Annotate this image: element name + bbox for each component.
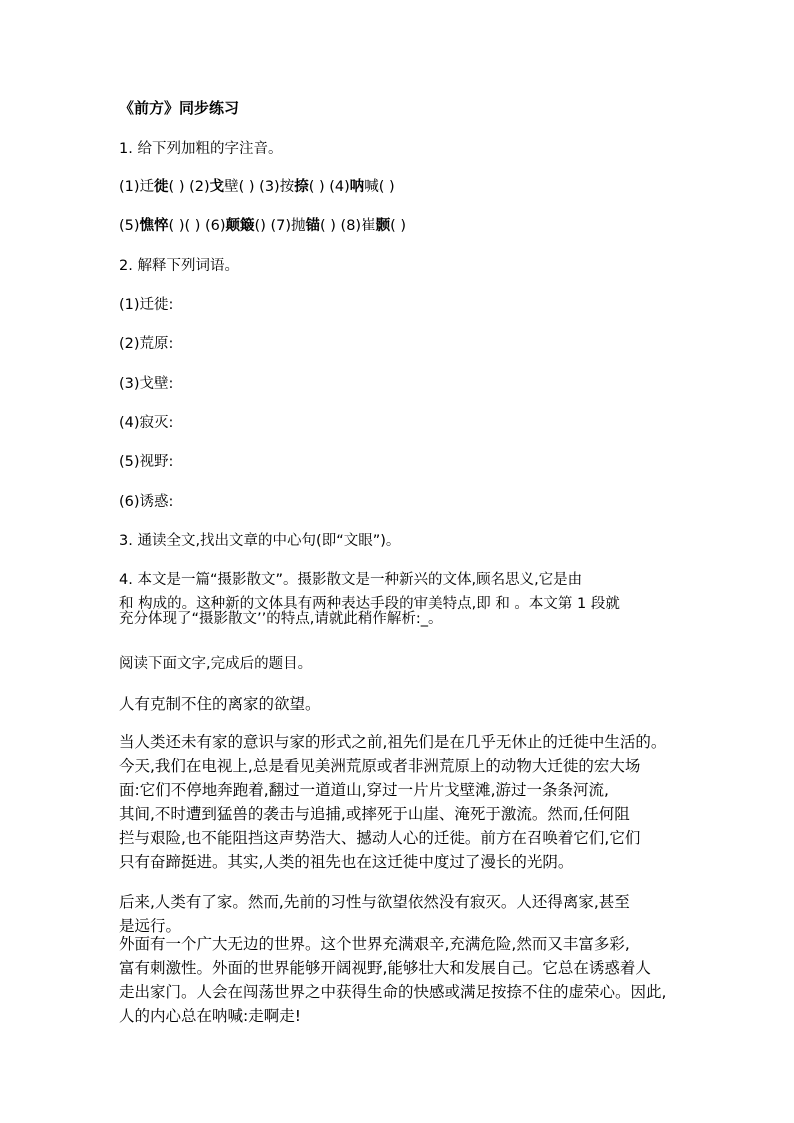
q1-bold-char: 锚 <box>305 218 321 234</box>
paragraph-line: 拦与艰险,也不能阻挡这声势浩大、撼动人心的迁徙。前方在召唤着它们,它们 <box>119 829 641 847</box>
q1-text: (1)迁 <box>119 179 155 195</box>
q1-bold-char: 呐 <box>349 179 365 195</box>
paragraph-line: 是远行。 <box>119 917 182 935</box>
paragraph-line: 当人类还未有家的意识与家的形式之前,祖先们是在几乎无休止的迁徙中生活的。 <box>119 733 667 751</box>
q1-bold-char: 颢 <box>375 218 391 234</box>
reading-intro: 阅读下面文字,完成后的题目。 <box>119 656 313 672</box>
question-2-heading: 2. 解释下列词语。 <box>119 258 239 274</box>
paragraph-line: 后来,人类有了家。然而,先前的习性与欲望依然没有寂灭。人还得离家,甚至 <box>119 893 630 911</box>
term-item: (1)迁徙: <box>119 297 174 313</box>
q1-bold-char: 戈 <box>209 179 225 195</box>
paragraph-line: 人的内心总在呐喊:走啊走! <box>119 1007 301 1025</box>
q1-text: ( ) (4) <box>308 179 350 195</box>
question-1-line-2 <box>119 216 406 236</box>
paragraph-line: 只有奋蹄挺进。其实,人类的祖先也在这迁徙中度过了漫长的光阴。 <box>119 853 574 871</box>
q1-bold-char: 颠簸 <box>225 218 255 234</box>
reading-paragraph-0: 人有克制不住的离家的欲望。 <box>119 695 321 713</box>
term-item: (5)视野: <box>119 454 174 470</box>
paragraph-line: 走出家门。人会在闯荡世界之中获得生命的快感或满足按捺不住的虚荣心。因此, <box>119 983 667 1001</box>
question-3-heading: 3. 通读全文,找出文章的中心句(即“文眼”)。 <box>119 533 401 549</box>
term-item: (4)寂灭: <box>119 415 174 431</box>
question-1-heading: 1. 给下列加粗的字注音。 <box>119 141 283 157</box>
q1-text: 壁( ) (3)按 <box>224 179 295 195</box>
term-item: (6)诱惑: <box>119 494 174 510</box>
reading-paragraph-2 <box>119 890 685 938</box>
paragraph-line: 其间,不时遭到猛兽的袭击与追捕,或摔死于山崖、淹死于激流。然而,任何阻 <box>119 805 630 823</box>
paragraph-line: 面:它们不停地奔跑着,翻过一道道山,穿过一片片戈壁滩,游过一条条河流, <box>119 781 609 799</box>
term-item: (2)荒原: <box>119 336 174 352</box>
question-4-line: 和 构成的。这种新的文体具有两种表达手段的审美特点,即 和 。本文第 1 段就 <box>119 596 620 612</box>
q1-text: 喊( ) <box>364 179 395 195</box>
q1-text: ( ) <box>390 218 407 234</box>
q1-text: ( )( ) (6) <box>168 218 226 234</box>
question-1-line-1 <box>119 177 395 197</box>
reading-paragraph-1 <box>119 730 685 874</box>
q1-text: (5) <box>119 218 140 234</box>
question-4-line: 充分体现了“摄影散文’’的特点,请就此稍作解析:_。 <box>119 611 443 627</box>
q1-text: ( ) (2) <box>168 179 210 195</box>
paragraph-line: 外面有一个广大无边的世界。这个世界充满艰辛,充满危险,然而又丰富多彩, <box>119 935 630 953</box>
q1-text: ( ) (8)崔 <box>320 218 376 234</box>
q1-bold-char: 徙 <box>154 179 169 195</box>
document-title: 《前方》同步练习 <box>119 99 240 117</box>
paragraph-line: 富有刺激性。外面的世界能够开阔视野,能够壮大和发展自己。它总在诱惑着人 <box>119 959 651 977</box>
q1-bold-char: 捺 <box>294 179 309 195</box>
paragraph-line: 今天,我们在电视上,总是看见美洲荒原或者非洲荒原上的动物大迁徙的宏大场 <box>119 757 641 775</box>
q1-bold-char: 憔悴 <box>139 218 169 234</box>
reading-paragraph-3 <box>119 932 685 1028</box>
q1-text: () (7)抛 <box>254 218 306 234</box>
term-item: (3)戈壁: <box>119 376 174 392</box>
question-4-line: 4. 本文是一篇“摄影散文”。摄影散文是一种新兴的文体,顾名思义,它是由 <box>119 572 583 588</box>
